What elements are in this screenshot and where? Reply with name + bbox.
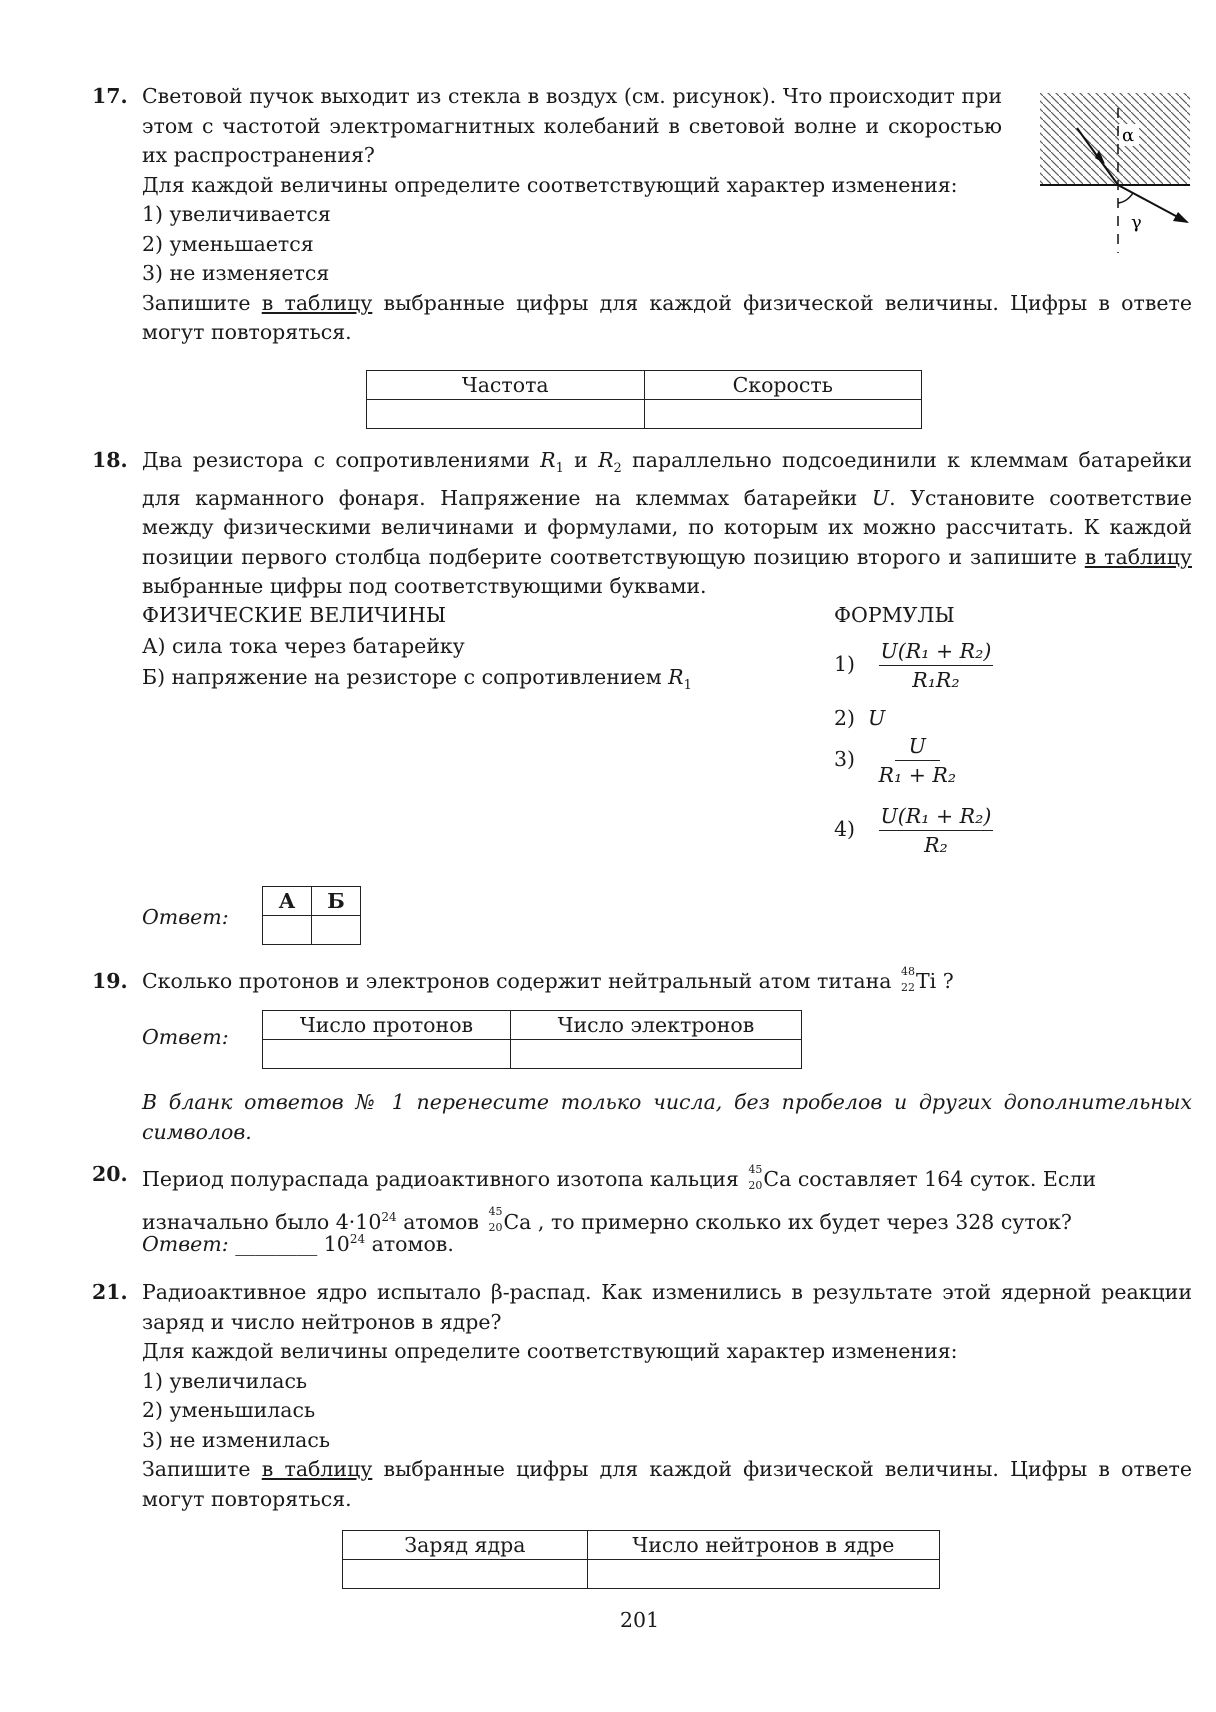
answer-cell[interactable] bbox=[343, 1560, 588, 1589]
answer-cell[interactable] bbox=[367, 400, 645, 429]
gamma-arc bbox=[1118, 193, 1133, 203]
quantity-b: Б) напряжение на резисторе с сопротивлением $R_1$ bbox=[142, 665, 692, 694]
answer-cell[interactable] bbox=[263, 916, 312, 945]
answer-table-18 bbox=[262, 886, 361, 945]
task-number: 17. bbox=[92, 84, 128, 108]
header-cell: Число электронов bbox=[510, 1011, 801, 1040]
task-text: Два резистора с сопротивлениями $R_1$ и $R_2$ параллельно подсоединили к клеммам батарейки для карманного фонаря. Напряжение на клеммах батарейки U. Установите соответствие между физическими величинами и формулами, по которым их можно рассчитать. К каждой позиции первого столбца подберите соответствующую позицию второго и запишите в таблицу выбранные цифры под соответствующими буквами. bbox=[142, 448, 1193, 599]
page-number: 201 bbox=[620, 1608, 660, 1632]
transfer-note: В бланк ответов № 1 перенесите только числа, без пробелов и других дополнительных символов. bbox=[142, 1090, 1192, 1144]
isotope-ca: 45 20 bbox=[748, 1162, 763, 1192]
answer-table-19 bbox=[262, 1010, 802, 1069]
answer-table-21 bbox=[342, 1530, 940, 1589]
task-20 bbox=[92, 1160, 1192, 1241]
formula-2: 2) U bbox=[834, 706, 886, 730]
task-number: 19. bbox=[92, 969, 128, 993]
header-cell: Б bbox=[312, 887, 361, 916]
header-cell: Число протонов bbox=[263, 1011, 511, 1040]
task-text: Сколько протонов и электронов содержит нейтральный атом титана 48 22 Ti ? bbox=[142, 964, 954, 994]
gamma-label: γ bbox=[1131, 212, 1142, 233]
answer-cell[interactable] bbox=[644, 400, 922, 429]
header-cell: Число нейтронов в ядре bbox=[587, 1531, 939, 1560]
task-18 bbox=[92, 446, 1192, 602]
answer-label: Ответ: bbox=[142, 905, 229, 929]
option: 3) не изменилась bbox=[142, 1427, 331, 1452]
alpha-label: α bbox=[1122, 125, 1135, 146]
task-instruction: Для каждой величины определите соответствующий характер изменения: bbox=[142, 1339, 958, 1363]
isotope-ca: 45 20 bbox=[488, 1205, 503, 1235]
refracted-arrow bbox=[1173, 212, 1189, 223]
header-cell: Частота bbox=[367, 371, 645, 400]
answer-blank[interactable]: ________ bbox=[235, 1232, 318, 1256]
task-21 bbox=[92, 1278, 1192, 1514]
task-instruction: Для каждой величины определите соответствующий характер изменения: bbox=[142, 172, 958, 197]
answer-table-17 bbox=[366, 370, 922, 429]
task-text: Радиоактивное ядро испытало β-распад. Как изменились в результате этой ядерной реакции заряд и число нейтронов в ядре? bbox=[142, 1280, 1192, 1334]
task-19 bbox=[92, 964, 1192, 997]
task-text-line1: Период полураспада радиоактивного изотопа кальция 45 20 Ca составляет 164 суток. Если bbox=[142, 1162, 1097, 1192]
formula-3: 3) $\frac{U}{\text{R₁ + R₂}}$ bbox=[834, 734, 957, 787]
answer-label: Ответ: bbox=[142, 1025, 229, 1049]
answer-cell[interactable] bbox=[587, 1560, 939, 1589]
quantity-a: А) сила тока через батарейку bbox=[142, 634, 465, 658]
answer-cell[interactable] bbox=[312, 916, 361, 945]
option: 2) уменьшается bbox=[142, 231, 314, 256]
formula-1: 1) $\frac{\text{U(R₁ + R₂)}}{\text{R₁R₂}}$ bbox=[834, 639, 992, 692]
answer-line-20: Ответ: ________ $10^{24}$ атомов. bbox=[142, 1232, 454, 1256]
glass-region bbox=[1040, 93, 1190, 185]
header-cell: Скорость bbox=[644, 371, 922, 400]
write-instruction: Запишите в таблицу выбранные цифры для каждой физической величины. Цифры в ответе могут повторяться. bbox=[142, 290, 1192, 344]
option: 2) уменьшилась bbox=[142, 1398, 316, 1422]
refraction-figure bbox=[1035, 88, 1195, 258]
header-cell: Заряд ядра bbox=[343, 1531, 588, 1560]
header-cell: А bbox=[263, 887, 312, 916]
isotope-ti: 48 22 bbox=[900, 964, 915, 994]
option: 3) не изменяется bbox=[142, 261, 330, 285]
answer-cell[interactable] bbox=[263, 1040, 511, 1069]
option: 1) увеличивается bbox=[142, 202, 331, 226]
right-column-header: ФОРМУЛЫ bbox=[834, 603, 955, 627]
option: 1) увеличилась bbox=[142, 1368, 308, 1393]
task-number: 21. bbox=[92, 1280, 128, 1304]
answer-cell[interactable] bbox=[510, 1040, 801, 1069]
task-17 bbox=[92, 82, 1192, 348]
task-number: 18. bbox=[92, 448, 128, 472]
task-text: Световой пучок выходит из стекла в воздух (см. рисунок). Что происходит при этом с частотой электромагнитных колебаний в световой волне и скоростью их распространения? bbox=[142, 84, 1002, 167]
task-text-line2: изначально было $4\cdot 10^{24}$ атомов 45 20 Ca , то примерно сколько их будет через 328 суток? bbox=[142, 1205, 1072, 1235]
formula-4: 4) $\frac{\text{U(R₁ + R₂)}}{\text{R₂}}$ bbox=[834, 804, 992, 857]
write-instruction: Запишите в таблицу выбранные цифры для каждой физической величины. Цифры в ответе могут повторяться. bbox=[142, 1457, 1192, 1511]
left-column-header: ФИЗИЧЕСКИЕ ВЕЛИЧИНЫ bbox=[142, 603, 447, 627]
task-number: 20. bbox=[92, 1162, 128, 1186]
